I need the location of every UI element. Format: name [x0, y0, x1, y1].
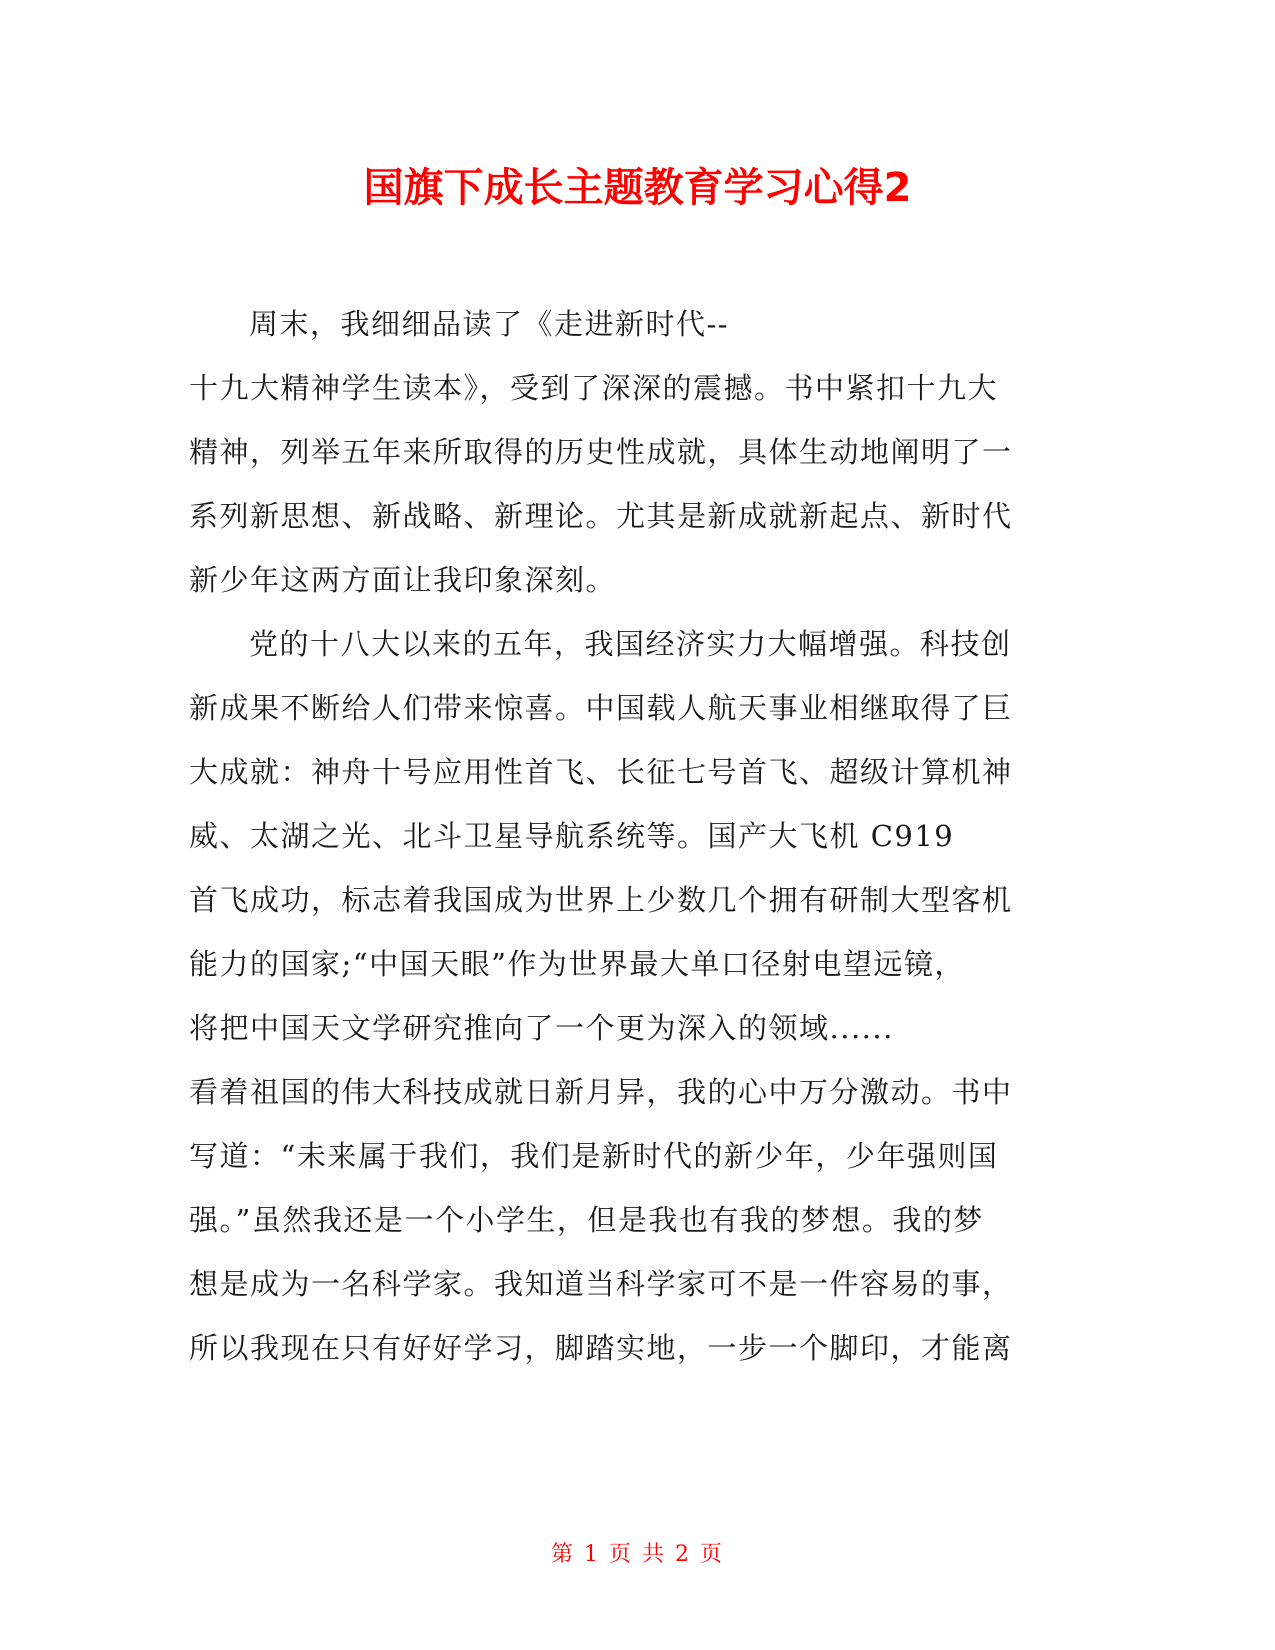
body-line: 精神，列举五年来所取得的历史性成就，具体生动地阐明了一	[189, 435, 1013, 469]
body-line: 想是成为一名科学家。我知道当科学家可不是一件容易的事，	[189, 1267, 1013, 1301]
body-line: 写道：“未来属于我们，我们是新时代的新少年，少年强则国	[189, 1139, 999, 1173]
body-line: 新少年这两方面让我印象深刻。	[189, 563, 617, 597]
body-line: 威、太湖之光、北斗卫星导航系统等。国产大飞机 C919	[189, 819, 955, 853]
body-line: 将把中国天文学研究推向了一个更为深入的领域......	[189, 1011, 894, 1045]
document-title: 国旗下成长主题教育学习心得2	[363, 165, 912, 211]
body-line: 十九大精神学生读本》，受到了深深的震撼。书中紧扣十九大	[189, 371, 999, 405]
document-body	[189, 292, 1082, 1380]
body-line: 强。”虽然我还是一个小学生，但是我也有我的梦想。我的梦	[189, 1203, 984, 1237]
body-line: 大成就：神舟十号应用性首飞、长征七号首飞、超级计算机神	[189, 755, 1013, 789]
page-number-footer: 第 1 页 共 2 页	[551, 1542, 724, 1567]
body-line: 看着祖国的伟大科技成就日新月异，我的心中万分激动。书中	[189, 1075, 1013, 1109]
body-line: 周末，我细细品读了《走进新时代--	[249, 307, 730, 341]
body-line: 党的十八大以来的五年，我国经济实力大幅增强。科技创	[249, 627, 1012, 661]
body-line: 首飞成功，标志着我国成为世界上少数几个拥有研制大型客机	[189, 883, 1013, 917]
body-line: 系列新思想、新战略、新理论。尤其是新成就新起点、新时代	[189, 499, 1013, 533]
body-line: 所以我现在只有好好学习，脚踏实地，一步一个脚印，才能离	[189, 1331, 1013, 1365]
body-line: 新成果不断给人们带来惊喜。中国载人航天事业相继取得了巨	[189, 691, 1013, 725]
body-line: 能力的国家;“中国天眼”作为世界最大单口径射电望远镜，	[189, 947, 965, 981]
